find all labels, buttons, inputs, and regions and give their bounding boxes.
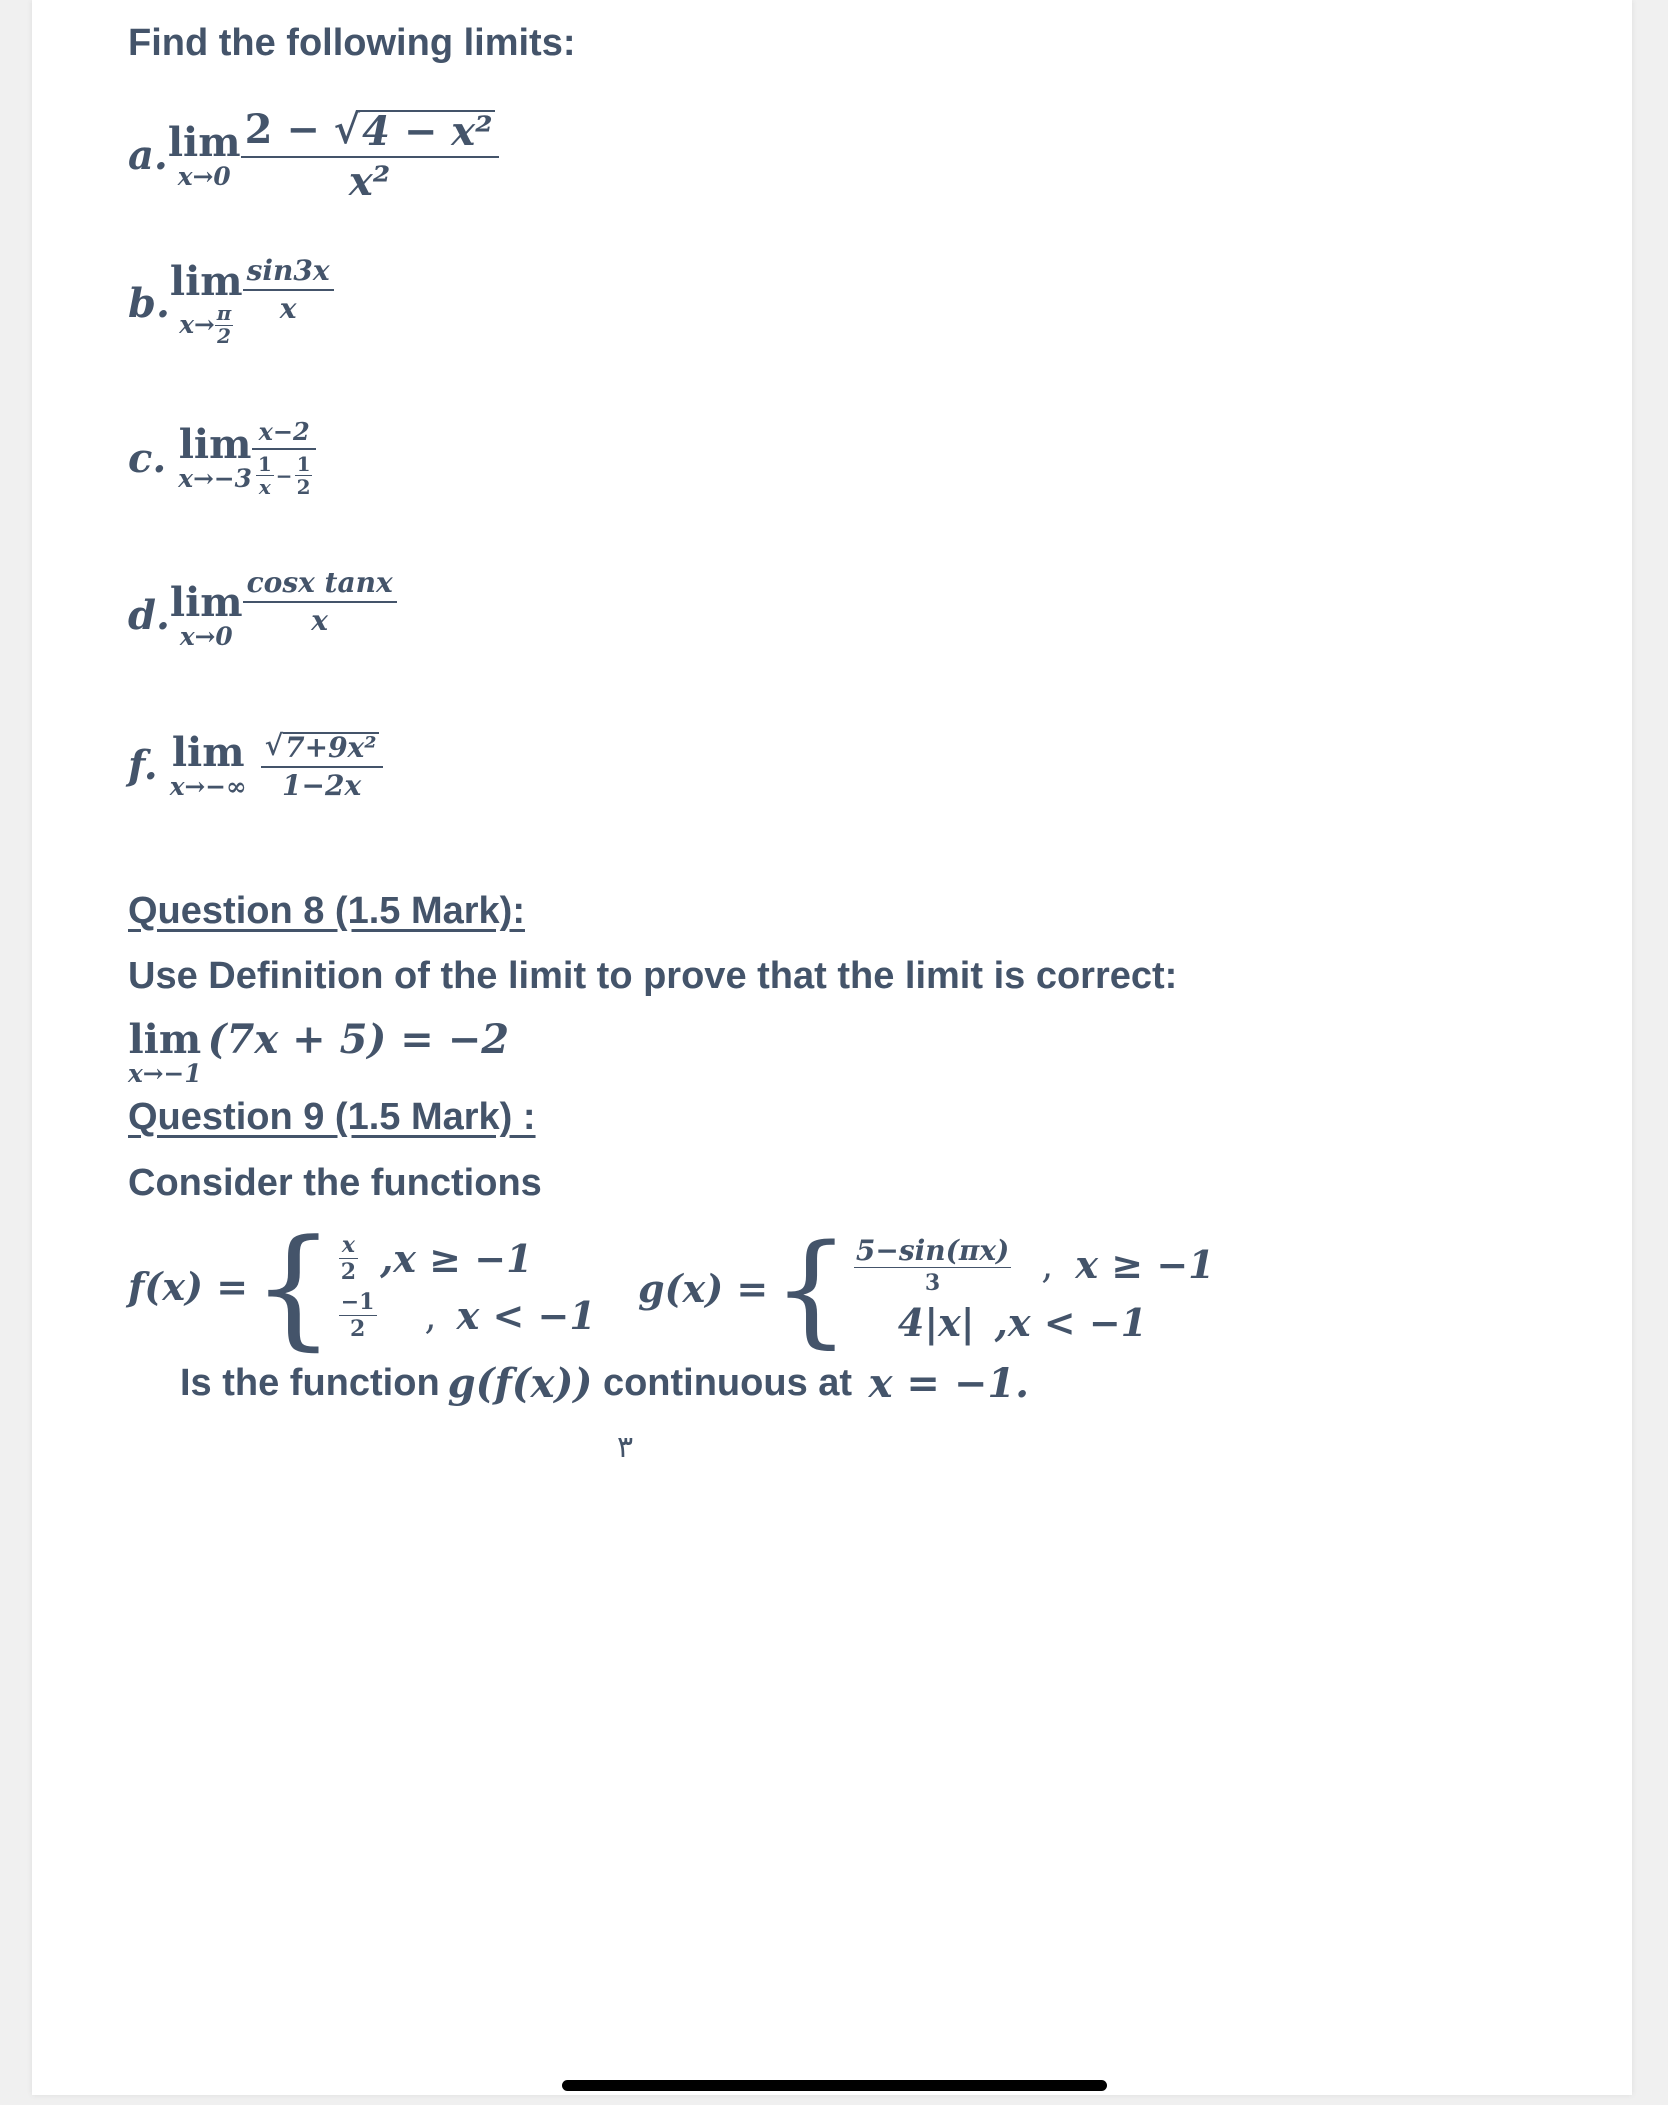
limit-f-fraction xyxy=(261,729,383,802)
radical-sign: √ xyxy=(333,106,361,153)
radicand: 7+9x² xyxy=(285,731,377,764)
fraction-numerator xyxy=(261,729,383,766)
fraction-numerator: 5−sin(πx) xyxy=(855,1233,1010,1267)
question-9-text xyxy=(180,1359,1030,1407)
fraction-numerator: −1 xyxy=(340,1289,375,1315)
lim-subscript xyxy=(179,301,233,348)
limit-b-fraction xyxy=(243,254,334,326)
limit-b xyxy=(128,254,334,348)
fraction-numerator xyxy=(241,106,499,156)
inner-operator: − xyxy=(275,463,293,488)
question-8-title: Question 8 (1.5 Mark): xyxy=(128,890,525,932)
limit-d xyxy=(128,566,397,651)
limit-b-operator xyxy=(169,258,243,348)
limit-a-operator xyxy=(167,118,241,191)
f-case1-condition: ,x ≥ −1 xyxy=(380,1235,533,1281)
q9-composition: g(f(x)) xyxy=(447,1359,593,1407)
subscript-var: x→ xyxy=(179,309,215,339)
g-case2-condition: ,x < −1 xyxy=(994,1299,1148,1345)
g-case-2 xyxy=(854,1299,1215,1345)
fraction-denominator: 2 xyxy=(340,1259,357,1285)
limit-f-operator xyxy=(169,728,247,801)
question-8-limit xyxy=(128,1016,510,1088)
lim-word: lim xyxy=(169,258,243,305)
numerator-constant: 2 − xyxy=(244,106,334,153)
lim-subscript: x→−1 xyxy=(128,1059,202,1088)
limit-c-fraction xyxy=(252,417,317,499)
f-name: f(x) = xyxy=(128,1264,249,1309)
limit-d-operator xyxy=(169,579,243,651)
sqrt xyxy=(264,729,379,764)
q9-text-mid: continuous at xyxy=(592,1362,863,1404)
lim-word: lim xyxy=(171,728,245,776)
lim-word: lim xyxy=(178,421,252,469)
lim-subscript: x→−∞ xyxy=(169,771,247,801)
inner-denominator: x xyxy=(258,475,271,499)
subscript-numerator: π xyxy=(216,301,232,325)
fraction-denominator: x xyxy=(279,292,297,326)
q8-expression: (7x + 5) = −2 xyxy=(207,1016,510,1064)
g-cases xyxy=(854,1233,1215,1345)
f-case2-condition: x < −1 xyxy=(456,1292,596,1338)
sqrt xyxy=(333,106,495,155)
fraction-denominator: 2 xyxy=(349,1316,366,1342)
limit-a xyxy=(128,106,499,205)
question-8-prompt: Use Definition of the limit to prove that the limit is correct: xyxy=(128,955,1178,997)
g-brace: { xyxy=(772,1218,850,1360)
f-case2-separator: , xyxy=(424,1293,437,1338)
limit-f-label: f. xyxy=(128,742,158,789)
f-brace: { xyxy=(252,1211,335,1363)
lim-word: lim xyxy=(128,1016,202,1063)
limit-a-label: a. xyxy=(128,132,168,179)
fraction-denominator xyxy=(252,450,317,497)
lim-subscript: x→0 xyxy=(177,161,231,191)
lim-subscript: x→−3 xyxy=(178,464,252,494)
limit-c-label: c. xyxy=(128,434,167,482)
limit-a-fraction xyxy=(241,106,499,205)
inner-numerator: 1 xyxy=(257,452,272,476)
subscript-fraction xyxy=(215,301,234,348)
fraction-numerator: cosx tanx xyxy=(246,566,393,600)
f-case1-fraction xyxy=(339,1234,358,1283)
g-case1-condition: x ≥ −1 xyxy=(1075,1242,1215,1287)
inner-denominator: 2 xyxy=(296,475,311,499)
limit-c-operator xyxy=(178,421,252,494)
fraction-denominator: 1−2x xyxy=(282,769,362,802)
f-cases xyxy=(339,1234,596,1340)
lim-word: lim xyxy=(169,579,243,626)
radicand: 4 − x² xyxy=(362,108,493,155)
instructions-heading: Find the following limits: xyxy=(128,22,576,64)
piecewise-g xyxy=(638,1218,1215,1360)
q9-text-start: Is the function xyxy=(180,1362,440,1404)
question-9-title: Question 9 (1.5 Mark) : xyxy=(128,1096,536,1138)
f-case2-fraction xyxy=(339,1291,377,1340)
inner-fraction-2 xyxy=(295,454,313,497)
fraction-numerator: sin3x xyxy=(246,254,330,288)
limit-b-label: b. xyxy=(128,280,170,328)
q9-point: x = −1. xyxy=(868,1359,1030,1407)
fraction-denominator: 3 xyxy=(924,1269,941,1296)
home-indicator[interactable] xyxy=(562,2080,1107,2091)
f-case-2 xyxy=(339,1291,596,1340)
question-9-prompt: Consider the functions xyxy=(128,1162,542,1204)
radical-sign: √ xyxy=(264,729,284,762)
q8-lim-operator xyxy=(128,1016,202,1088)
subscript-denominator: 2 xyxy=(217,323,231,348)
g-case2-expression: 4|x| xyxy=(897,1299,975,1345)
g-case1-separator: , xyxy=(1041,1243,1054,1287)
fraction-numerator: x−2 xyxy=(258,417,310,446)
lim-subscript: x→0 xyxy=(179,622,233,651)
fraction-denominator: x xyxy=(311,604,328,638)
page-number: ٣ xyxy=(617,1430,634,1465)
f-case-1 xyxy=(339,1234,596,1283)
document-page xyxy=(32,0,1632,2095)
limit-c xyxy=(128,417,316,499)
g-case1-fraction xyxy=(854,1233,1011,1296)
g-name: g(x) = xyxy=(638,1266,769,1311)
inner-numerator: 1 xyxy=(296,452,311,476)
piecewise-f xyxy=(128,1211,596,1363)
limit-d-label: d. xyxy=(128,592,170,640)
fraction-denominator: x² xyxy=(348,158,391,205)
limit-d-fraction xyxy=(243,566,397,638)
fraction-numerator: x xyxy=(341,1232,355,1258)
g-case-1 xyxy=(854,1233,1215,1296)
inner-fraction-1 xyxy=(256,454,274,497)
lim-word: lim xyxy=(167,118,241,166)
limit-f xyxy=(128,728,383,802)
